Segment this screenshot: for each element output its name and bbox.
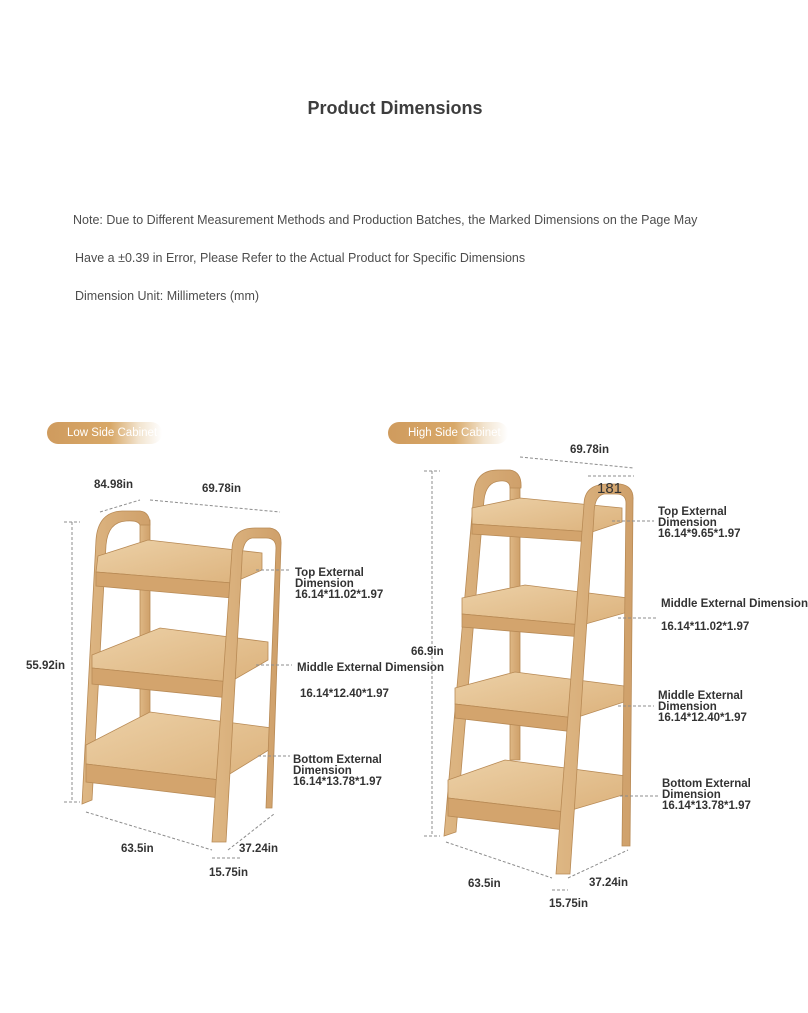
high-cabinet-illustration [444,470,633,874]
dimension-unit-note: Dimension Unit: Millimeters (mm) [75,289,260,303]
low-leg-depth: 15.75in [209,867,248,879]
low-middle-shelf-label: Middle External Dimension [297,662,444,674]
low-depth-top: 84.98in [94,479,133,491]
low-top-shelf-callout: Top External Dimension 16.14*11.02*1.97 [295,567,384,601]
high-cabinet-tag: High Side Cabinet [388,422,508,444]
high-width-bottom: 63.5in [468,878,501,890]
high-width-top: 69.78in [570,444,609,456]
low-cabinet-tag: Low Side Cabinet [47,422,162,444]
high-bottom-shelf-callout: Bottom External Dimension 16.14*13.78*1.97 [662,778,751,812]
high-middle1-shelf-label: Middle External Dimension [661,598,808,610]
low-bottom-shelf-callout: Bottom External Dimension 16.14*13.78*1.97 [293,754,382,788]
note-line-1: Note: Due to Different Measurement Methods and Production Batches, the Marked Dimensions on the Page May [73,213,698,227]
low-middle-shelf-size: 16.14*12.40*1.97 [300,688,389,700]
low-depth-bottom: 37.24in [239,843,278,855]
low-width-top: 69.78in [202,483,241,495]
high-middle2-shelf-callout: Middle External Dimension 16.14*12.40*1.97 [658,690,747,724]
low-width-bottom: 63.5in [121,843,154,855]
high-height: 66.9in [411,646,444,658]
low-cabinet-illustration [82,511,281,842]
page-title: Product Dimensions [307,98,483,118]
high-middle1-shelf-size: 16.14*11.02*1.97 [661,621,750,633]
low-height: 55.92in [26,660,65,672]
high-top-shelf-callout: Top External Dimension 16.14*9.65*1.97 [658,506,741,540]
high-leg-depth: 15.75in [549,898,588,910]
high-depth-bottom: 37.24in [589,877,628,889]
note-line-2: Have a ±0.39 in Error, Please Refer to the Actual Product for Specific Dimensions [75,251,526,265]
high-depth-top: 181 [597,480,623,497]
